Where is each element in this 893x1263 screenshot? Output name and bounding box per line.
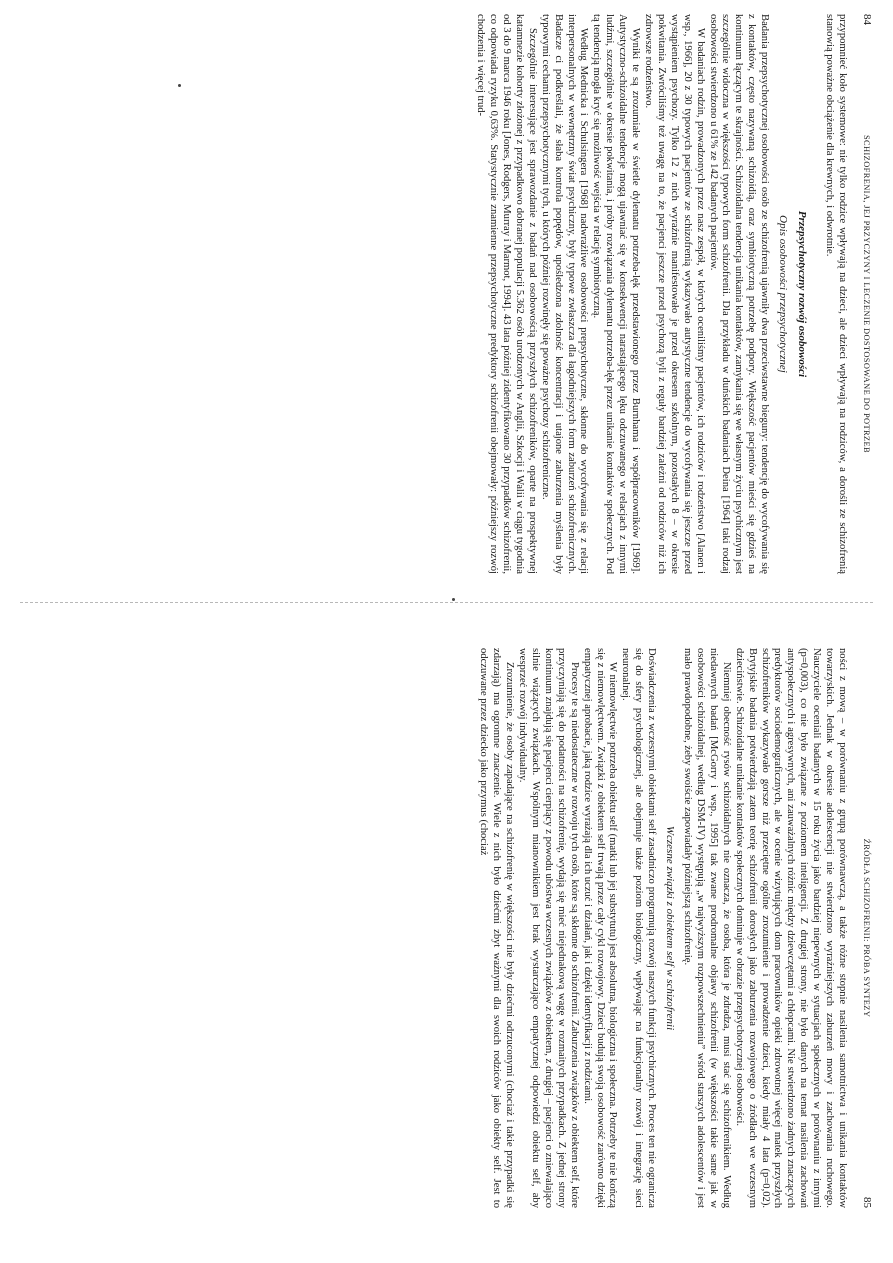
page-number: 85 <box>861 1197 873 1208</box>
page-body <box>477 648 848 1208</box>
body-paragraph: Procesy te są niedostateczne w rozwoju tych osób, które są skłonne do schizofrenii. Zaburzenia związków z obiektem self, które przyczyniają się do podatności na schizofrenię, wydają się mieć niejednakową wagę w rozmaitych przypadkach. Z jednej strony kontinuum znajdują się pacjenci cierpiący z powodu ubóstwa wczesnych związków z obiektem, z drugiej – pacjenci o zniewalająco silnie wiążących związkach. Wspólnym mianownikiem jest brak wystarczająco empatycznej odpowiedzi obiektu self, aby wesprzeć rozwój indywidualny. <box>517 648 580 1208</box>
scan-speck <box>178 84 181 87</box>
subsection-heading: Opis osobowości przepsychotycznej <box>777 215 790 373</box>
body-paragraph: Doświadczenia z wczesnymi obiektami self zasadniczo programują rozwój naszych funkcji psychicznych. Proces ten nie ogranicza się do sfery psychologicznej, ale obejmuje także poziom biologiczny, wpływając na funkcjonalny rozwój i integrację sieci neuronalnej. <box>620 648 658 1208</box>
body-paragraph: Szczególnie interesujące jest sprawozdanie z badań nad osobowością przyszłych schizofreników, oparte na prospektywnej katamnezie kohorty złożonej z przypadkowo dobranej populacji 5.362 osób urodzonych w Anglii, Szkocji i Walii w ciągu tygodnia od 3 do 9 marca 1946 roku [Jones, Rodgers, Murray i Marmot, 1994]. 43 lata później zidentyfikowano 30 przypadków schizofrenii, co odpowiada ryzyku 0,63%. Statystycznie znamienne przepsychotyczne predyktory schizofrenii obejmowały: późniejszy rozwój chodzenia i więcej trud- <box>475 14 538 574</box>
body-paragraph: W badaniach rodzin, prowadzonych przez nasz zespół, w których oceniliśmy pacjentów, ich rodziców i rodzeństwo [Alanen i wsp., 1966], 20 z 30 typowych pacjentów ze schizofrenią wykazywało autystyczne tendencje do wycofywania się jeszcze przed wystąpieniem psychozy. Tylko 12 z nich wyraźnie manifestowało je przed okresem szkolnym, pozostałych 8 – w okresie pokwitania. Zwróciliśmy też uwagę na to, że pacjenci jeszcze przed psychozą byli z reguły bardziej zależni od rodziców niż ich zdrowsze rodzeństwo. <box>643 14 706 574</box>
running-head-title: ŹRÓDŁA SCHIZOFRENII: PRÓBA SYNTEZY <box>862 838 871 1018</box>
scan-speck <box>452 598 455 601</box>
page-gutter-divider <box>20 602 873 603</box>
body-paragraph: ności z mową – w porównaniu z grupą porównawczą, a także różne stopnie nasilenia samotnictwa i unikania kontaktów towarzyskich. Jednak w okresie adolescencji nie stwierdzono wyraźniejszych zaburzeń mowy i zachowania ruchowego. Nauczyciele oceniali badanych w 15 roku życia jako bardziej niepewnych w sytuacjach społecznych w porównaniu z innymi (p=0,003), co nie było związane z poziomem inteligencji. Z drugiej strony, nie było danych na temat nasilenia zachowań antyspołecznych i agresywnych, ani zauważalnych różnic między dziewczętami a chłopcami. Nie stwierdzono żadnych znaczących predyktorów sociodemograficznych, ale w ocenie wizytujących dom pracowników opieki zdrowotnej więcej matek przyszłych schizofreników wykazywało gorsze niż przeciętne ogólne zrozumienie i prowadzenie dzieci, kiedy miały 4 lata (p=0,02). Brytyjskie badania potwierdzają zatem teorię schizofrenii dorosłych jako zaburzenia rozwojowego o źródłach we wczesnym dzieciństwie. Schizoidalne unikanie kontaktów społecznych dominuje w obrazie przepsychotycznej osobowości. <box>733 648 848 1208</box>
running-header <box>856 14 872 574</box>
running-head-title: SCHIZOFRENIA, JEJ PRZYCZYNY I LECZENIE DOSTOSOWANE DO POTRZEB <box>862 135 871 453</box>
book-page-right <box>0 648 872 1208</box>
body-paragraph: W niemowlęctwie potrzeba obiektu self (matki lub jej substytutu) jest absolutna, biologiczna i społeczna. Potrzeby te nie kończą się z niemowlęctwem. Związki z obiektem self trwają przez cały cykl rozwojowy. Dzieci budują swoją osobowość zarówno dzięki empatycznej aprobacie, jaką rodzice wyrażają dla ich uczuć i działań, jak i dzięki identyfikacji z rodzicami. <box>581 648 619 1208</box>
page-body <box>473 14 848 574</box>
running-header <box>856 648 872 1208</box>
section-heading: Przepsychotyczny rozwój osobowości <box>796 210 809 378</box>
body-paragraph: Badania przepsychotycznej osobowości osób ze schizofrenią ujawniły dwa przeciwstawne bieguny: tendencję do wycofywania się z kontaktów, często nazywaną schizoidią, oraz symbiotyczną potrzebę podpory. Większość pacjentów mieści się gdzieś na kontinuum łączącym te skrajności. Schizoidalna tendencja unikania kontaktów, zamykania się we własnym życiu psychicznym jest szczególnie widoczna w większości typowych form schizofrenii. Dla przykładu w duńskich badaniach Deina [1964] taki rodzaj osobowości stwierdzono u 61% ze 142 badanych pacjentów. <box>707 14 771 574</box>
body-paragraph: przypomnieć koło systemowe: nie tylko rodzice wpływają na dzieci, ale dzieci wpływają na rodziców, a doroślі ze schizofrenią stanowią poważne obciążenie dla krewnych, i odwrotnie. <box>824 14 848 574</box>
body-paragraph: Według Mednicka i Schulsingera [1968] nadwrażliwe osobowości prepsychotyczne, skłonne do wycofywania się z relacji interpersonalnych w wewnętrzny świat psychiczny, były typowe zwłaszcza dla łagodniejszych form zaburzeń schizofrenicznych. Badacze ci podkreślali, że słaba kontrola popędów, upośledzona zdolność koncentracji i utajone zaburzenia myślenia były typowymi cechami przepsychotycznymi tych, u których później rozwinęły się poważne psychozy schizofreniczne. <box>539 14 590 574</box>
body-paragraph: Niemniej obecność rysów schizoidalnych nie oznacza, że osoba, która je zdradza, musi stać się schizofrenikiem. Według niedawnych badań [McGorry i wsp., 1995] tak zwane prodromalne objawy schizofrenii (w większości takie same jak w osobowości schizoidalnej, według DSM-IV) występują „w najwyższym rozpowszechnieniu” wśród starszych adolescentów i jest mało prawdopodobne, żeby swoiście zapowiadały późniejszą schizofrenię. <box>682 648 732 1208</box>
subsection-heading: Wczesne związki z obiektem self w schizofrenii <box>664 825 677 1031</box>
page-number: 84 <box>861 14 873 25</box>
book-page-left <box>0 14 872 574</box>
body-paragraph: Wyniki te są zrozumiałe w świetle dylematu potrzeba-lęk przedstawionego przez Burnhama i współpracowników [1969]. Autystyczno-schizoidalne tendencje mogą ujawniać się w konsekwencji narastającego lęku odczuwanego w relacjach z innymi ludźmi, szczególnie w okresie pokwitania, i próby rozwiązania dylematu potrzeba-lęk przez unikanie kontaktów społecznych. Pod tą tendencją mogła kryć się możliwość wejścia w relację symbiotyczną. <box>591 14 642 574</box>
body-paragraph: Zrozumienie, że osoby zapadające na schizofrenię w większości nie były dziećmi odrzuconymi (chociaż i takie przypadki się zdarzają) ma ogromne znaczenie. Wiele z nich było dziećmi zbyt ważnymi dla swoich rodziców jako obiekty self. Jest to odczuwane przez dziecko jako przymus (chociaż <box>478 648 516 1208</box>
